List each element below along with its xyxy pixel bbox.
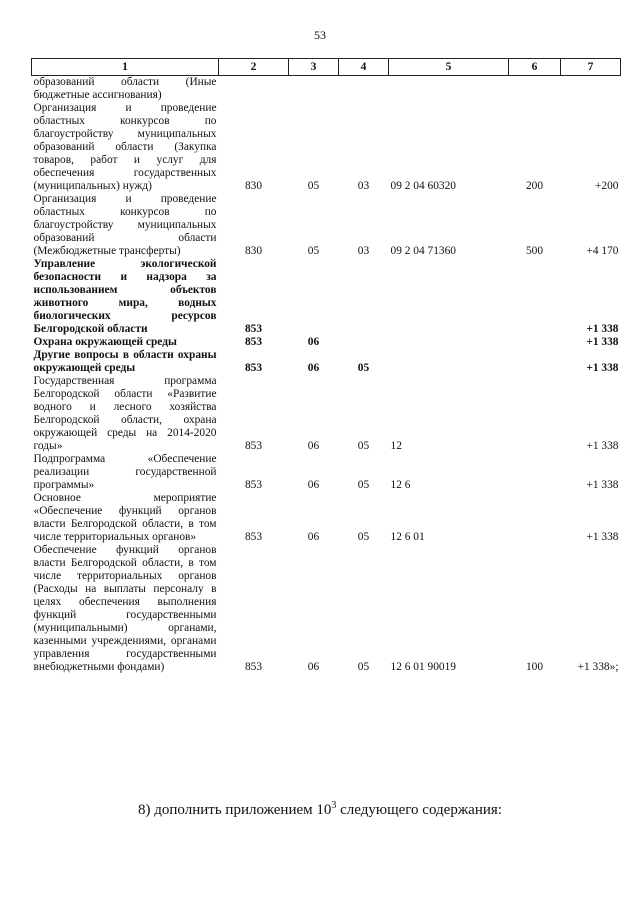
- budget-table: [31, 58, 621, 674]
- row-section: [289, 258, 339, 336]
- table-row: [32, 193, 621, 258]
- row-subsection: 05: [357, 479, 370, 491]
- row-target-article: 09 2 04 60320: [390, 180, 456, 192]
- row-expense-type: [509, 349, 561, 375]
- row-name: Организация и проведение областных конкурсов по благоустройству муниципальных образований области (Межбюджетные трансферты): [33, 193, 217, 257]
- row-target-article: [389, 76, 509, 103]
- row-name: Другие вопросы в области охраны окружающей среды: [33, 349, 217, 374]
- table-row: [32, 336, 621, 349]
- row-target-article: 12 6 01 90019: [390, 661, 456, 673]
- table-body: [32, 76, 621, 675]
- footer-text-start: 8) дополнить приложением 10: [138, 802, 332, 818]
- row-amount: +1 338: [586, 336, 619, 348]
- row-amount: +1 338»;: [577, 661, 619, 673]
- row-expense-type: [509, 76, 561, 103]
- row-amount: +1 338: [586, 362, 619, 374]
- row-subsection: 03: [357, 180, 370, 192]
- footer-text-end: следующего содержания:: [336, 802, 502, 818]
- row-section: 05: [307, 245, 320, 257]
- row-section: 06: [307, 362, 320, 374]
- row-amount: +1 338: [586, 531, 619, 543]
- row-subsection: 05: [357, 661, 370, 673]
- row-expense-type: [509, 375, 561, 453]
- row-target-article: 12 6: [390, 479, 411, 491]
- row-subsection: 05: [357, 440, 370, 452]
- row-name: Обеспечение функций органов власти Белгородской области, в том числе территориальных органов (Расходы на выплаты персоналу в целях обеспечения выполнения функций государственными (муниципальными) органами, казенными учреждениями, органами управления государственными внебюджетными фондами): [33, 544, 217, 673]
- row-target-article: [389, 349, 509, 375]
- row-expense-type: 100: [525, 661, 544, 673]
- table-row: [32, 258, 621, 336]
- row-subsection: [339, 258, 389, 336]
- table-row: [32, 349, 621, 375]
- header-col-3: 3: [289, 59, 339, 76]
- row-name: Основное мероприятие «Обеспечение функций органов власти Белгородской области, в том числе территориальных органов»: [33, 492, 217, 543]
- row-amount: +4 170: [586, 245, 619, 257]
- row-section: 06: [307, 531, 320, 543]
- row-admin-code: 853: [244, 336, 263, 348]
- row-admin-code: 853: [244, 323, 263, 335]
- header-col-2: 2: [219, 59, 289, 76]
- row-admin-code: 853: [244, 362, 263, 374]
- row-target-article: 12: [390, 440, 402, 452]
- row-admin-code: 853: [244, 531, 263, 543]
- table-row: [32, 492, 621, 544]
- row-section: 06: [307, 479, 320, 491]
- row-subsection: [339, 336, 389, 349]
- header-col-4: 4: [339, 59, 389, 76]
- footer-text: [0, 800, 640, 819]
- row-admin-code: 853: [244, 479, 263, 491]
- row-admin-code: 853: [244, 440, 263, 452]
- row-section: 06: [307, 661, 320, 673]
- row-amount: +1 338: [586, 323, 619, 335]
- header-col-7: 7: [561, 59, 621, 76]
- row-section: [289, 76, 339, 103]
- row-target-article: 12 6 01: [390, 531, 425, 543]
- page-number: 53: [314, 28, 326, 42]
- header-col-6: 6: [509, 59, 561, 76]
- row-section: 06: [307, 440, 320, 452]
- row-name: Организация и проведение областных конкурсов по благоустройству муниципальных образований области (Закупка товаров, работ и услуг для обеспечения государственных (муниципальных) нужд): [33, 102, 217, 192]
- row-section: 06: [307, 336, 320, 348]
- row-amount: +200: [594, 180, 619, 192]
- row-subsection: [339, 76, 389, 103]
- row-expense-type: 200: [525, 180, 544, 192]
- row-target-article: [389, 336, 509, 349]
- row-name: Подпрограмма «Обеспечение реализации государственной программы»: [33, 453, 217, 491]
- row-name: Государственная программа Белгородской области «Развитие водного и лесного хозяйства Белгородской области, охрана окружающей среды на 2014-2020 годы»: [33, 375, 217, 452]
- row-name: образований области (Иные бюджетные ассигнования): [33, 76, 217, 101]
- table-row: [32, 375, 621, 453]
- row-expense-type: 500: [525, 245, 544, 257]
- row-expense-type: [509, 492, 561, 544]
- table-row: [32, 76, 621, 103]
- row-admin-code: [219, 76, 289, 103]
- table-row: [32, 544, 621, 674]
- row-subsection: 05: [357, 531, 370, 543]
- header-col-1: 1: [32, 59, 219, 76]
- row-admin-code: 830: [244, 180, 263, 192]
- row-name: Охрана окружающей среды: [33, 336, 177, 348]
- row-name: Управление экологической безопасности и надзора за использованием объектов животного мира, водных биологических ресурсов Белгородской области: [33, 258, 217, 335]
- row-admin-code: 853: [244, 661, 263, 673]
- row-amount: [561, 76, 621, 103]
- footer-superscript: 3: [331, 800, 337, 811]
- row-amount: +1 338: [586, 440, 619, 452]
- row-target-article: [389, 258, 509, 336]
- row-section: 05: [307, 180, 320, 192]
- header-col-5: 5: [389, 59, 509, 76]
- table-row: [32, 453, 621, 492]
- row-expense-type: [509, 453, 561, 492]
- row-subsection: 03: [357, 245, 370, 257]
- row-admin-code: 830: [244, 245, 263, 257]
- table-header-row: [32, 59, 621, 76]
- row-expense-type: [509, 258, 561, 336]
- row-amount: +1 338: [586, 479, 619, 491]
- row-target-article: 09 2 04 71360: [390, 245, 456, 257]
- table-row: [32, 102, 621, 193]
- row-subsection: 05: [357, 362, 370, 374]
- row-expense-type: [509, 336, 561, 349]
